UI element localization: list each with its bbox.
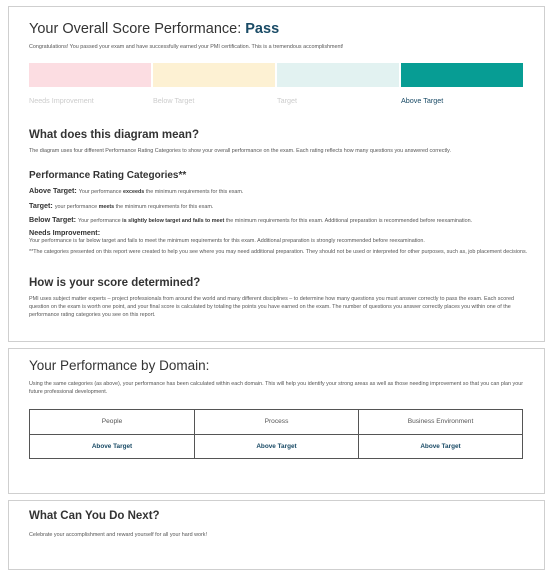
domain-heading: Your Performance by Domain: bbox=[29, 358, 210, 373]
domain-name: People bbox=[30, 410, 194, 435]
category-below-target bbox=[29, 215, 534, 224]
scale-label-below-target: Below Target bbox=[153, 96, 195, 105]
domain-text: Using the same categories (as above), your performance has been calculated within each domain. This will help you identify your strong areas as well as those needing improvement so that you can plan your future professional development. bbox=[29, 381, 524, 395]
category-below-def: Your performance is slightly below target and fails to meet the minimum requirements for this exam. Additional preparation is recommended before reexamination. bbox=[78, 218, 473, 224]
categories-note: **The categories presented on this report were created to help you see where you may need additional preparation. They should not be used or interpreted for other purposes, such as, job placement decisions. bbox=[29, 249, 528, 255]
category-target-def: your performance meets the minimum requirements for this exam. bbox=[54, 204, 214, 210]
scale-segment-below-target bbox=[153, 63, 275, 87]
score-result: Pass bbox=[245, 21, 280, 37]
scale-segment-above-target bbox=[401, 63, 523, 87]
overall-score-title-prefix: Your Overall Score Performance: bbox=[29, 21, 242, 37]
category-needs-improvement-def: Your performance is far below target and fails to meet the minimum requirements for this exam. Additional preparation is strongly recommended before reexamination. bbox=[29, 238, 425, 244]
domain-rating: Above Target bbox=[91, 442, 133, 450]
overall-score-title bbox=[29, 21, 279, 37]
category-target bbox=[29, 201, 529, 210]
scale-label-target: Target bbox=[277, 96, 297, 105]
domain-column-business-environment bbox=[358, 410, 522, 458]
scale-label-above-target: Above Target bbox=[401, 96, 444, 105]
scale-label-needs-improvement: Needs Improvement bbox=[29, 96, 94, 105]
category-above-target bbox=[29, 186, 529, 195]
overall-score-card bbox=[8, 6, 545, 342]
diagram-heading: What does this diagram mean? bbox=[29, 129, 199, 141]
congrats-text: Congratulations! You passed your exam and have successfully earned your PMI certification. This is a tremendous accomplishment! bbox=[29, 44, 344, 50]
category-needs-improvement-term: Needs Improvement: bbox=[29, 228, 101, 237]
domain-name: Business Environment bbox=[359, 410, 522, 435]
domain-column-people bbox=[30, 410, 194, 458]
category-below-term: Below Target: bbox=[29, 215, 76, 224]
domain-rating: Above Target bbox=[256, 442, 297, 450]
next-heading: What Can You Do Next? bbox=[29, 510, 160, 522]
domain-rating: Above Target bbox=[420, 442, 461, 450]
diagram-text: The diagram uses four different Performance Rating Categories to show your overall performance on the exam. Each rating reflects how many questions you answered correctly. bbox=[29, 148, 451, 154]
category-above-term: Above Target: bbox=[29, 186, 77, 195]
category-target-term: Target: bbox=[29, 201, 53, 210]
domain-column-process bbox=[194, 410, 358, 458]
scale-segment-needs-improvement bbox=[29, 63, 151, 87]
domain-performance-card bbox=[8, 348, 545, 494]
performance-scale bbox=[29, 63, 523, 87]
categories-heading: Performance Rating Categories** bbox=[29, 170, 187, 181]
category-above-def: Your performance exceeds the minimum requirements for this exam. bbox=[78, 189, 244, 195]
domain-name: Process bbox=[195, 410, 358, 435]
scale-segment-target bbox=[277, 63, 399, 87]
domain-table bbox=[29, 409, 523, 459]
next-steps-card bbox=[8, 500, 545, 570]
next-text: Celebrate your accomplishment and reward yourself for all your hard work! bbox=[29, 532, 207, 538]
determined-text: PMI uses subject matter experts – project professionals from around the world and many different disciplines – to determine how many questions you must answer correctly to pass the exam. Each scored question on the exam is worth one point, and your final score is calculated by totaling the points you have earned on the exam. The number of questions you answer correctly places you within one of the performance rating categories you see on this report. bbox=[29, 296, 514, 318]
determined-heading: How is your score determined? bbox=[29, 277, 201, 289]
performance-scale-labels bbox=[29, 96, 523, 105]
